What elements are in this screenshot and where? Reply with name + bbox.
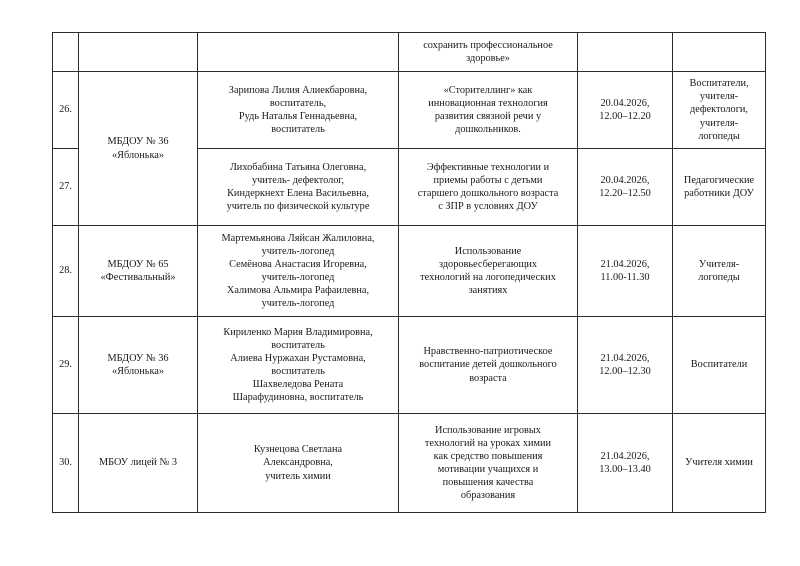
presenter-line: Алиева Нуржахан Рустамовна,: [230, 352, 366, 364]
topic-line: технологий на уроках химии: [424, 437, 552, 449]
cell-number: 26.: [53, 72, 79, 149]
cell-number-continuation: [53, 33, 79, 72]
audience-line: Воспитатели: [690, 359, 748, 371]
cell-datetime: [578, 72, 673, 149]
cell-topic-continuation: [399, 33, 578, 72]
topic-line: Нравственно-патриотическое: [423, 346, 553, 358]
datetime-line: 11.00-11.30: [600, 272, 650, 283]
table-row: [53, 226, 766, 317]
presenter-line: Мартемьянова Ляйсан Жалиловна,: [221, 232, 375, 244]
cell-datetime: [578, 414, 673, 513]
presenter-line: Шарафудиновна, воспитатель: [232, 392, 364, 404]
topic-line: здоровьесберегающих: [438, 258, 538, 270]
cell-presenters-continuation: [198, 33, 399, 72]
audience-line: Учителя-: [698, 258, 740, 270]
cell-organization: [79, 226, 198, 317]
organization-line: МБДОУ № 36: [107, 136, 169, 148]
cell-organization: [79, 317, 198, 414]
organization-line: «Фестивальный»: [100, 272, 176, 283]
table-row: [53, 72, 766, 149]
topic-line: возраста: [469, 372, 507, 384]
presenter-line: воспитатель: [271, 339, 325, 351]
cell-topic: [399, 226, 578, 317]
topic-line: мотивации учащихся и: [437, 464, 539, 475]
presenter-line: учитель-логопед: [261, 272, 335, 283]
organization-line: МБОУ лицей № 3: [98, 457, 178, 469]
cell-datetime-continuation: [578, 33, 673, 72]
cell-organization: [79, 72, 198, 226]
cell-audience: [673, 317, 766, 414]
table-row-continuation: [53, 33, 766, 72]
topic-line: образования: [460, 490, 516, 502]
schedule-table: [52, 32, 766, 513]
presenter-line: воспитатель: [271, 366, 325, 377]
topic-line: старшего дошкольного возраста: [417, 188, 559, 199]
topic-line: развития связной речи у: [434, 111, 542, 122]
cell-audience: [673, 72, 766, 149]
topic-line: с ЗПР в условиях ДОУ: [438, 201, 538, 213]
datetime-line: 21.04.2026,: [600, 450, 650, 462]
audience-line: учителя-: [699, 117, 739, 129]
audience-line: дефектологи,: [689, 104, 748, 116]
cell-organization: [79, 414, 198, 513]
audience-line: Учителя химии: [685, 457, 753, 469]
topic-line: Эффективные технологии и: [426, 161, 550, 173]
presenter-line: воспитатель,: [269, 97, 327, 109]
datetime-line: 12.20–12.50: [599, 188, 651, 199]
presenter-line: Киндеркнехт Елена Васильевна,: [227, 188, 369, 199]
topic-line: «Сторителлинг» как: [443, 84, 533, 96]
cell-topic: [399, 72, 578, 149]
topic-line: Использование игровых: [435, 424, 541, 436]
presenter-line: Рудь Наталья Геннадьевна,: [238, 111, 358, 122]
topic-line: Использование: [454, 245, 522, 257]
cell-number: 29.: [53, 317, 79, 414]
cell-presenters: [198, 317, 399, 414]
cell-topic: [399, 414, 578, 513]
presenter-line: Лихобабина Татьяна Олеговна,: [229, 161, 367, 173]
topic-line: инновационная технология: [428, 97, 548, 109]
organization-line: «Яблонька»: [111, 366, 165, 377]
datetime-line: 13.00–13.40: [599, 464, 651, 475]
topic-line: технологий на логопедических: [420, 272, 556, 283]
cell-datetime: [578, 317, 673, 414]
topic-line: повышения качества: [442, 477, 534, 489]
datetime-line: 20.04.2026,: [600, 174, 650, 186]
audience-line: логопеды: [698, 130, 740, 142]
cell-topic: [399, 149, 578, 226]
cell-number: 27.: [53, 149, 79, 226]
cell-audience: [673, 226, 766, 317]
cell-presenters: [198, 149, 399, 226]
presenter-line: Семёнова Анастасия Игоревна,: [229, 258, 367, 270]
cell-audience-continuation: [673, 33, 766, 72]
datetime-line: 21.04.2026,: [600, 258, 650, 270]
organization-line: МБДОУ № 36: [107, 352, 169, 364]
presenter-line: Кузнецова Светлана: [253, 444, 343, 456]
datetime-line: 12.00–12.20: [599, 111, 651, 122]
presenter-line: Александровна,: [263, 457, 333, 469]
topic-line: занятиях: [468, 285, 508, 297]
table-row: [53, 317, 766, 414]
cell-number: 30.: [53, 414, 79, 513]
cell-number: 28.: [53, 226, 79, 317]
organization-line: «Яблонька»: [111, 149, 165, 161]
audience-line: работники ДОУ: [684, 188, 754, 199]
schedule-table-body: [53, 33, 766, 513]
topic-line: здоровье»: [466, 53, 510, 64]
presenter-line: учитель химии: [265, 470, 331, 482]
cell-topic: [399, 317, 578, 414]
presenter-line: учитель по физической культуре: [226, 201, 370, 213]
audience-line: Педагогические: [683, 174, 755, 186]
presenter-line: учитель- дефектолог,: [251, 174, 345, 186]
topic-line: дошкольников.: [455, 124, 521, 136]
presenter-line: воспитатель: [271, 124, 325, 136]
presenter-line: Кириленко Мария Владимировна,: [223, 326, 373, 338]
topic-line: приемы работы с детьми: [433, 174, 543, 186]
cell-organization-continuation: [79, 33, 198, 72]
presenter-line: Халимова Альмира Рафаилевна,: [226, 285, 370, 297]
cell-datetime: [578, 226, 673, 317]
presenter-line: учитель-логопед: [261, 245, 335, 257]
cell-audience: [673, 149, 766, 226]
cell-audience: [673, 414, 766, 513]
datetime-line: 20.04.2026,: [600, 97, 650, 109]
topic-line: сохранить профессиональное: [423, 39, 553, 51]
audience-line: Воспитатели,: [689, 78, 749, 90]
cell-datetime: [578, 149, 673, 226]
table-row: [53, 414, 766, 513]
cell-presenters: [198, 414, 399, 513]
audience-line: логопеды: [698, 272, 740, 283]
presenter-line: Шахвеледова Рената: [252, 379, 344, 391]
datetime-line: 21.04.2026,: [600, 352, 650, 364]
presenter-line: учитель-логопед: [261, 298, 335, 310]
presenter-line: Зарипова Лилия Алиекбаровна,: [228, 84, 368, 96]
topic-line: воспитание детей дошкольного: [419, 359, 557, 371]
cell-presenters: [198, 72, 399, 149]
datetime-line: 12.00–12.30: [599, 366, 651, 377]
topic-line: как средство повышения: [433, 450, 543, 462]
audience-line: учителя-: [699, 91, 739, 103]
organization-line: МБДОУ № 65: [107, 258, 169, 270]
cell-presenters: [198, 226, 399, 317]
